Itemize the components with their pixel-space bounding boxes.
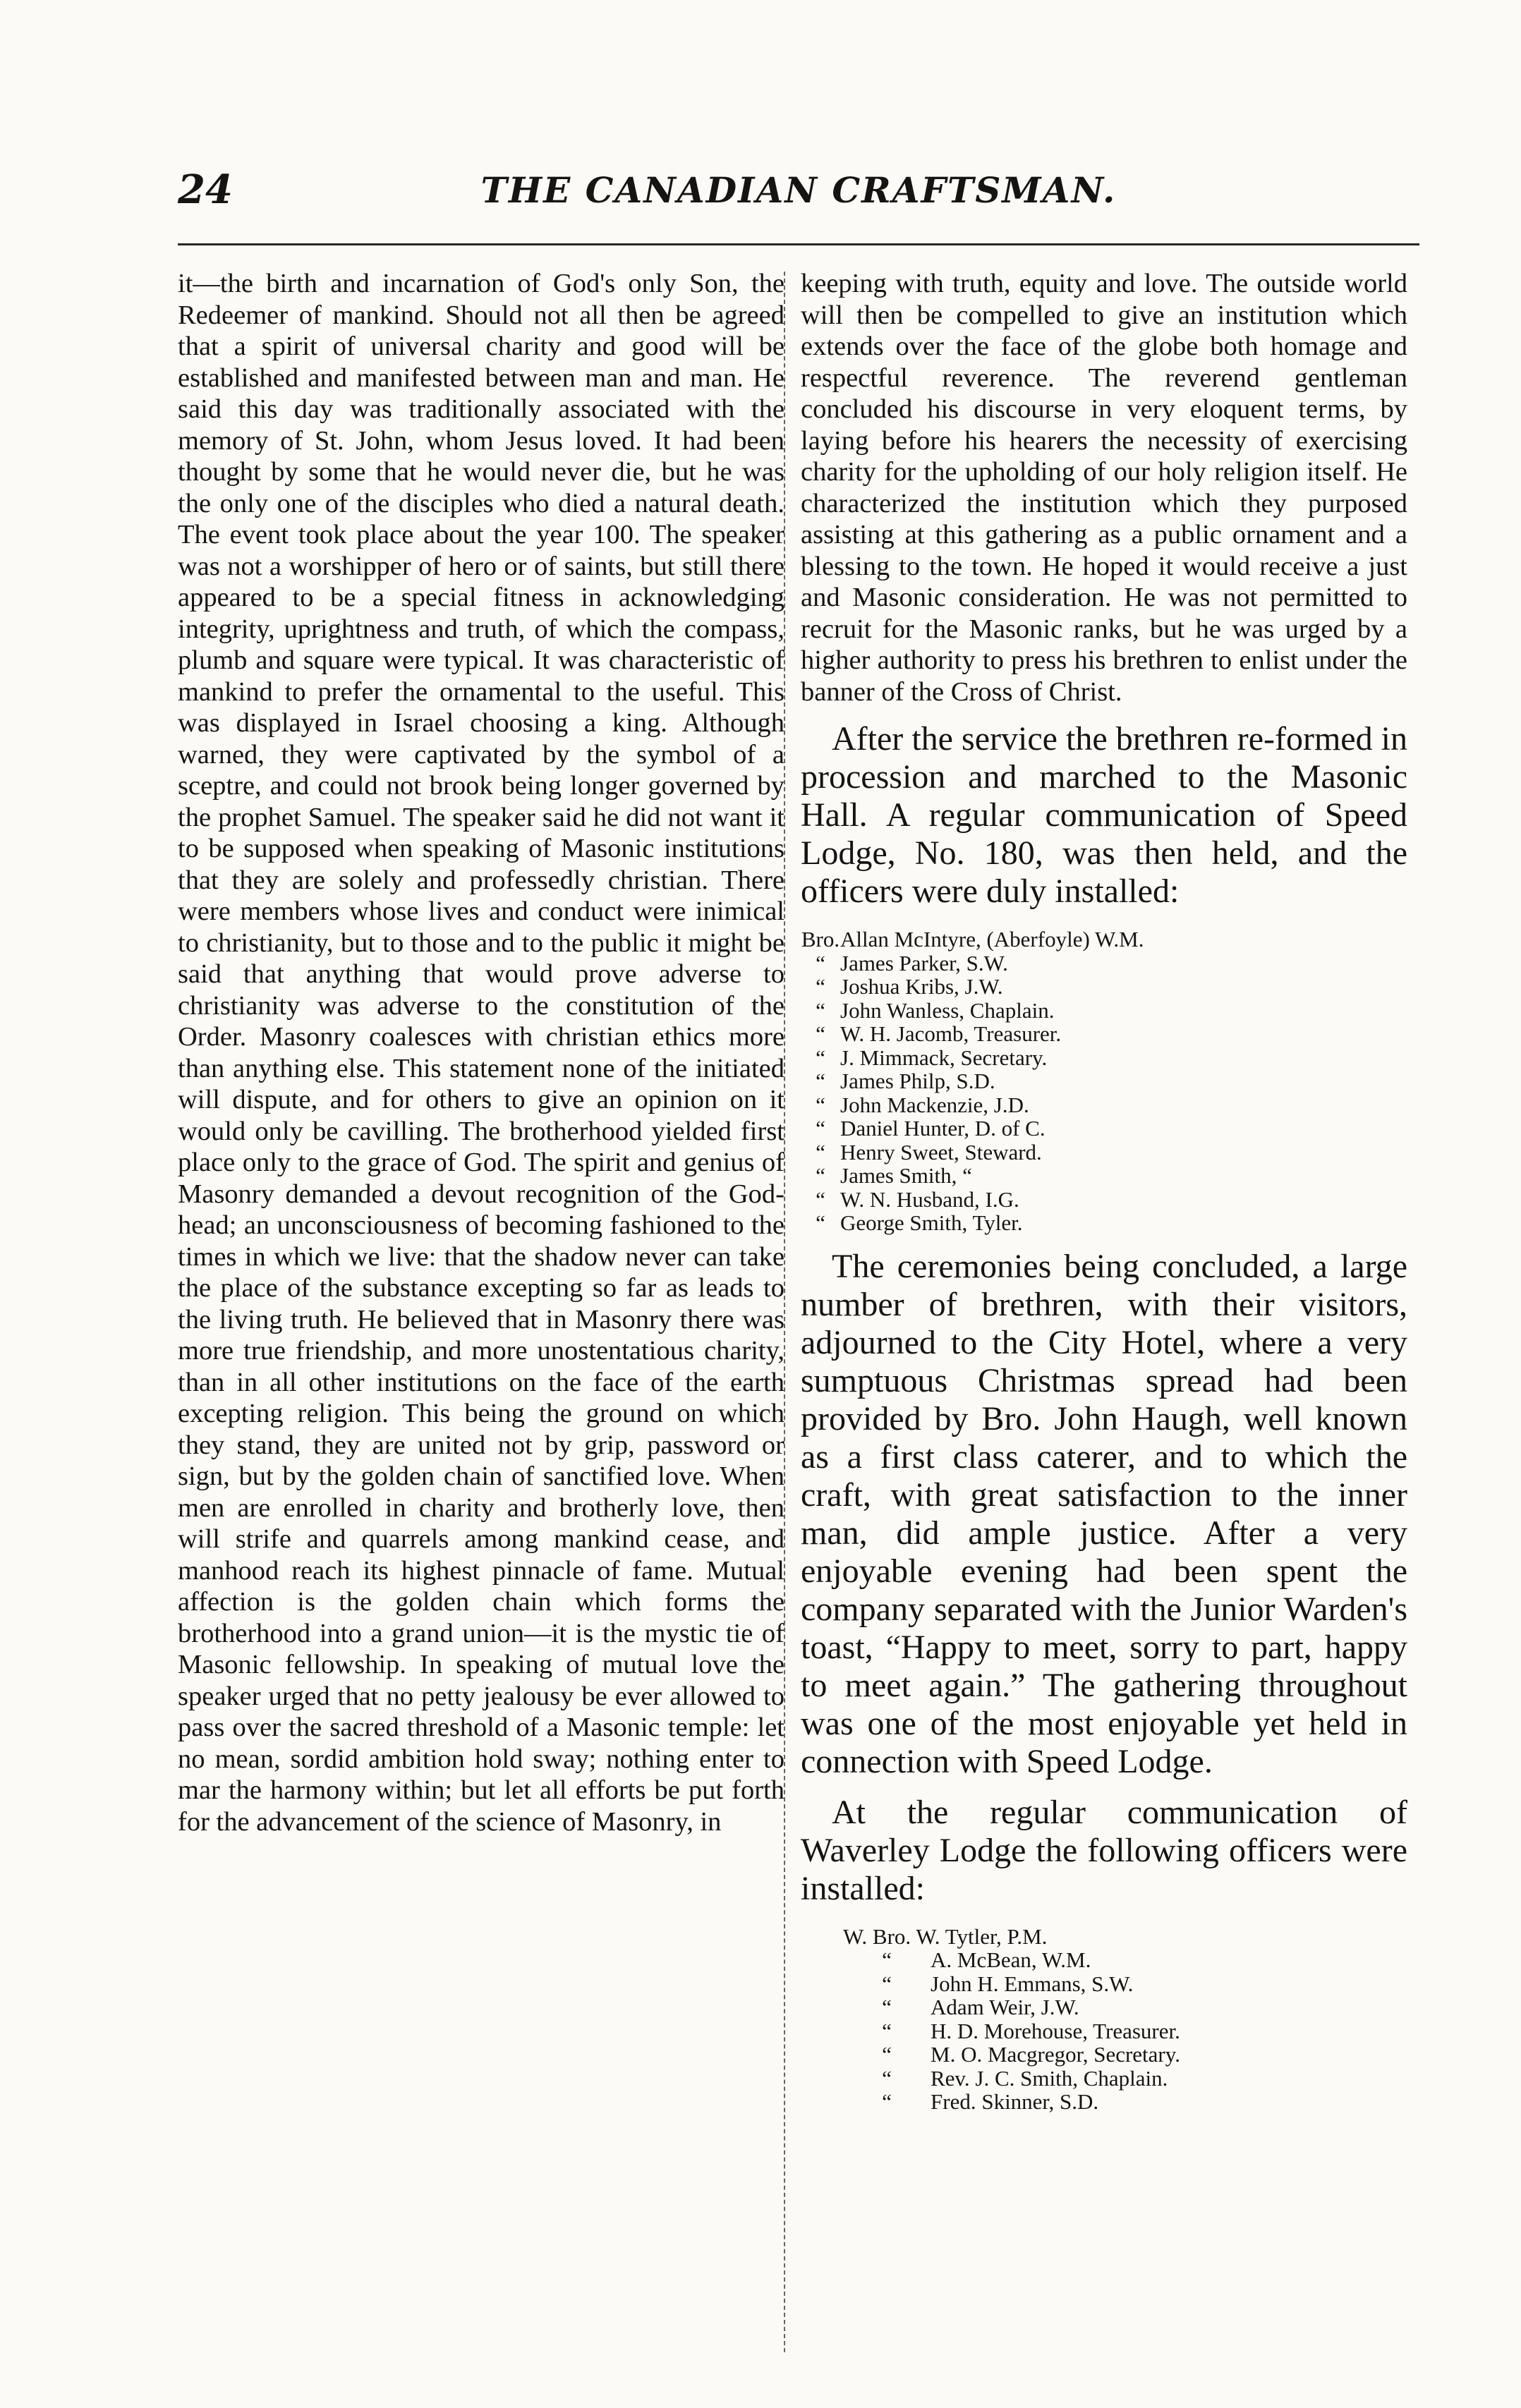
- officer-prefix: “: [882, 2018, 892, 2043]
- officer-item: [801, 975, 1407, 999]
- officer-item: [801, 1188, 1407, 1212]
- sermon-paragraph: it—the birth and incarnation of God's only Son, the Redeemer of mankind. Should not all then be agreed that a spirit of universal charity and good will be established and manifested between man and man. He said this day was traditionally associated with the memory of St. John, whom Jesus loved. It had been thought by some that he would never die, but he was the only one of the disciples who died a natural death. The event took place about the year 100. The speaker was not a worshipper of hero or of saints, but still there appeared to be a special fitness in acknowledging integrity, uprightness and truth, of which the compass, plumb and square were typical. It was characteristic of mankind to prefer the ornamental to the useful. This was displayed in Israel choosing a king. Although warned, they were captivated by the symbol of a sceptre, and could not brook being longer governed by the prophet Samuel. The speaker said he did not want it to be supposed when speaking of Masonic institutions that they are solely and professedly christian. There were members whose lives and conduct were inimical to christianity, but to those and to the public it might be said that anything that would prove adverse to christianity was adverse to the constitution of the Order. Masonry coalesces with christian ethics more than anything else. This statement none of the initiated will dispute, and for others to give an opinion on it would only be cavilling. The brotherhood yielded first place only to the grace of God. The spirit and genius of Masonry demanded a devout recognition of the God-head; an unconsciousness of becoming fashioned to the times in which we live: that the shadow never can take the place of the substance excepting so far as leads to the living truth. He believed that in Masonry there was more true friendship, and more unostentatious charity, than in all other institutions on the face of the earth excepting religion. This being the ground on which they stand, they are united not by grip, password or sign, but by the golden chain of sanctified love. When men are enrolled in charity and brotherly love, then will strife and quarrels among mankind cease, and manhood reach its highest pinnacle of fame. Mutual affection is the golden chain which forms the brotherhood into a grand union—it is the mystic tie of Masonic fellowship. In speaking of mutual love the speaker urged that no petty jealousy be ever allowed to pass over the sacred threshold of a Masonic temple: let no mean, sordid ambition hold sway; nothing enter to mar the harmony within; but let all efforts be put forth for the advancement of the science of Masonry, in: [178, 269, 784, 1837]
- officer-prefix: “: [816, 1045, 825, 1070]
- officer-name: W. Bro. W. Tytler, P.M.: [843, 1923, 1048, 1949]
- officer-item: [801, 928, 1407, 951]
- officer-name: John Wanless, Chaplain.: [840, 997, 1055, 1023]
- officer-name: J. Mimmack, Secretary.: [840, 1045, 1048, 1070]
- waverley-lodge-officers-list: [843, 1925, 1407, 2114]
- officer-prefix: Bro.: [801, 927, 840, 951]
- officer-name: Fred. Skinner, S.D.: [931, 2089, 1099, 2114]
- officer-prefix: “: [882, 1971, 892, 1996]
- officer-item: [843, 2043, 1407, 2067]
- officer-prefix: “: [816, 974, 825, 999]
- officer-name: James Parker, S.W.: [840, 950, 1008, 975]
- officer-item: [801, 1117, 1407, 1141]
- officer-name: A. McBean, W.M.: [931, 1947, 1091, 1972]
- right-column: [801, 268, 1407, 2127]
- officer-prefix: “: [882, 2089, 892, 2114]
- officer-name: Daniel Hunter, D. of C.: [840, 1116, 1046, 1141]
- officer-prefix: “: [816, 950, 825, 975]
- officer-item: [801, 1093, 1407, 1117]
- officer-prefix: “: [816, 1139, 825, 1165]
- officer-prefix: “: [882, 1947, 892, 1972]
- officer-prefix: “: [816, 1210, 825, 1235]
- officer-item: [843, 1925, 1407, 1949]
- officer-name: M. O. Macgregor, Secretary.: [931, 2042, 1180, 2067]
- officer-item: [801, 1046, 1407, 1070]
- procession-paragraph: After the service the brethren re-formed in procession and marched to the Masonic Hall. A regular communication of Speed Lodge, No. 180, was then held, and the officers were duly installed:: [801, 720, 1407, 910]
- officer-name: Joshua Kribs, J.W.: [840, 974, 1003, 999]
- officer-item: [843, 1972, 1407, 1996]
- officer-prefix: “: [882, 2042, 892, 2067]
- officer-item: [843, 2090, 1407, 2114]
- officer-prefix: “: [816, 1069, 825, 1093]
- page-number: 24: [178, 166, 233, 213]
- officer-prefix: “: [816, 997, 825, 1023]
- header-rule: [178, 243, 1419, 245]
- officer-item: [843, 2019, 1407, 2043]
- left-column: [178, 268, 784, 1837]
- officer-item: [801, 1164, 1407, 1188]
- publication-title: THE CANADIAN CRAFTSMAN.: [480, 169, 1117, 211]
- officer-item: [843, 1995, 1407, 2019]
- officer-name: Henry Sweet, Steward.: [840, 1139, 1042, 1165]
- officer-prefix: “: [816, 1186, 825, 1212]
- officer-prefix: “: [816, 1163, 825, 1188]
- officer-item: [801, 1022, 1407, 1046]
- officer-name: Adam Weir, J.W.: [931, 1995, 1079, 2019]
- officer-name: George Smith, Tyler.: [840, 1210, 1023, 1235]
- waverley-lodge-paragraph: At the regular communication of Waverley Lodge the following officers were installed:: [801, 1793, 1407, 1907]
- officer-item: [843, 1948, 1407, 1972]
- officer-prefix: “: [816, 1116, 825, 1141]
- officer-name: Allan McIntyre, (Aberfoyle) W.M.: [840, 927, 1144, 951]
- page-header: [178, 166, 1419, 223]
- sermon-conclusion-paragraph: keeping with truth, equity and love. The outside world will then be compelled to give an institution which extends over the face of the globe both homage and respectful reverence. The reverend gentleman concluded his discourse in very eloquent terms, by laying before his hearers the necessity of exercising charity for the upholding of our holy religion itself. He characterized the institution which they purposed assisting at this gathering as a public ornament and a blessing to the town. He hoped it would receive a just and Masonic consideration. He was not permitted to recruit for the Masonic ranks, but he was urged by a higher authority to press his brethren to enlist under the banner of the Cross of Christ.: [801, 269, 1407, 707]
- officer-name: James Smith, “: [840, 1163, 972, 1188]
- officer-name: H. D. Morehouse, Treasurer.: [931, 2018, 1180, 2043]
- officer-item: [801, 1141, 1407, 1165]
- officer-prefix: “: [816, 1092, 825, 1117]
- column-divider: [784, 272, 785, 2352]
- officer-name: James Philp, S.D.: [840, 1069, 995, 1093]
- officer-item: [801, 999, 1407, 1023]
- officer-prefix: “: [816, 1021, 825, 1046]
- officer-name: John H. Emmans, S.W.: [931, 1971, 1134, 1996]
- officer-item: [801, 1069, 1407, 1093]
- officer-prefix: “: [882, 1995, 892, 2019]
- officer-prefix: “: [882, 2065, 892, 2091]
- officer-name: John Mackenzie, J.D.: [840, 1092, 1029, 1117]
- officer-name: Rev. J. C. Smith, Chaplain.: [931, 2065, 1168, 2091]
- officer-item: [801, 951, 1407, 975]
- officer-item: [801, 1211, 1407, 1235]
- officer-name: W. N. Husband, I.G.: [840, 1186, 1019, 1212]
- officer-name: W. H. Jacomb, Treasurer.: [840, 1021, 1062, 1046]
- officer-item: [843, 2067, 1407, 2091]
- speed-lodge-officers-list: [801, 928, 1407, 1235]
- banquet-paragraph: The ceremonies being concluded, a large number of brethren, with their visitors, adjourned to the City Hotel, where a very sumptuous Christmas spread had been provided by Bro. John Haugh, well known as a first class caterer, and to which the craft, with great satisfaction to the inner man, did ample justice. After a very enjoyable evening had been spent the company separated with the Junior Warden's toast, “Happy to meet, sorry to part, happy to meet again.” The gathering throughout was one of the most enjoyable yet held in connection with Speed Lodge.: [801, 1247, 1407, 1780]
